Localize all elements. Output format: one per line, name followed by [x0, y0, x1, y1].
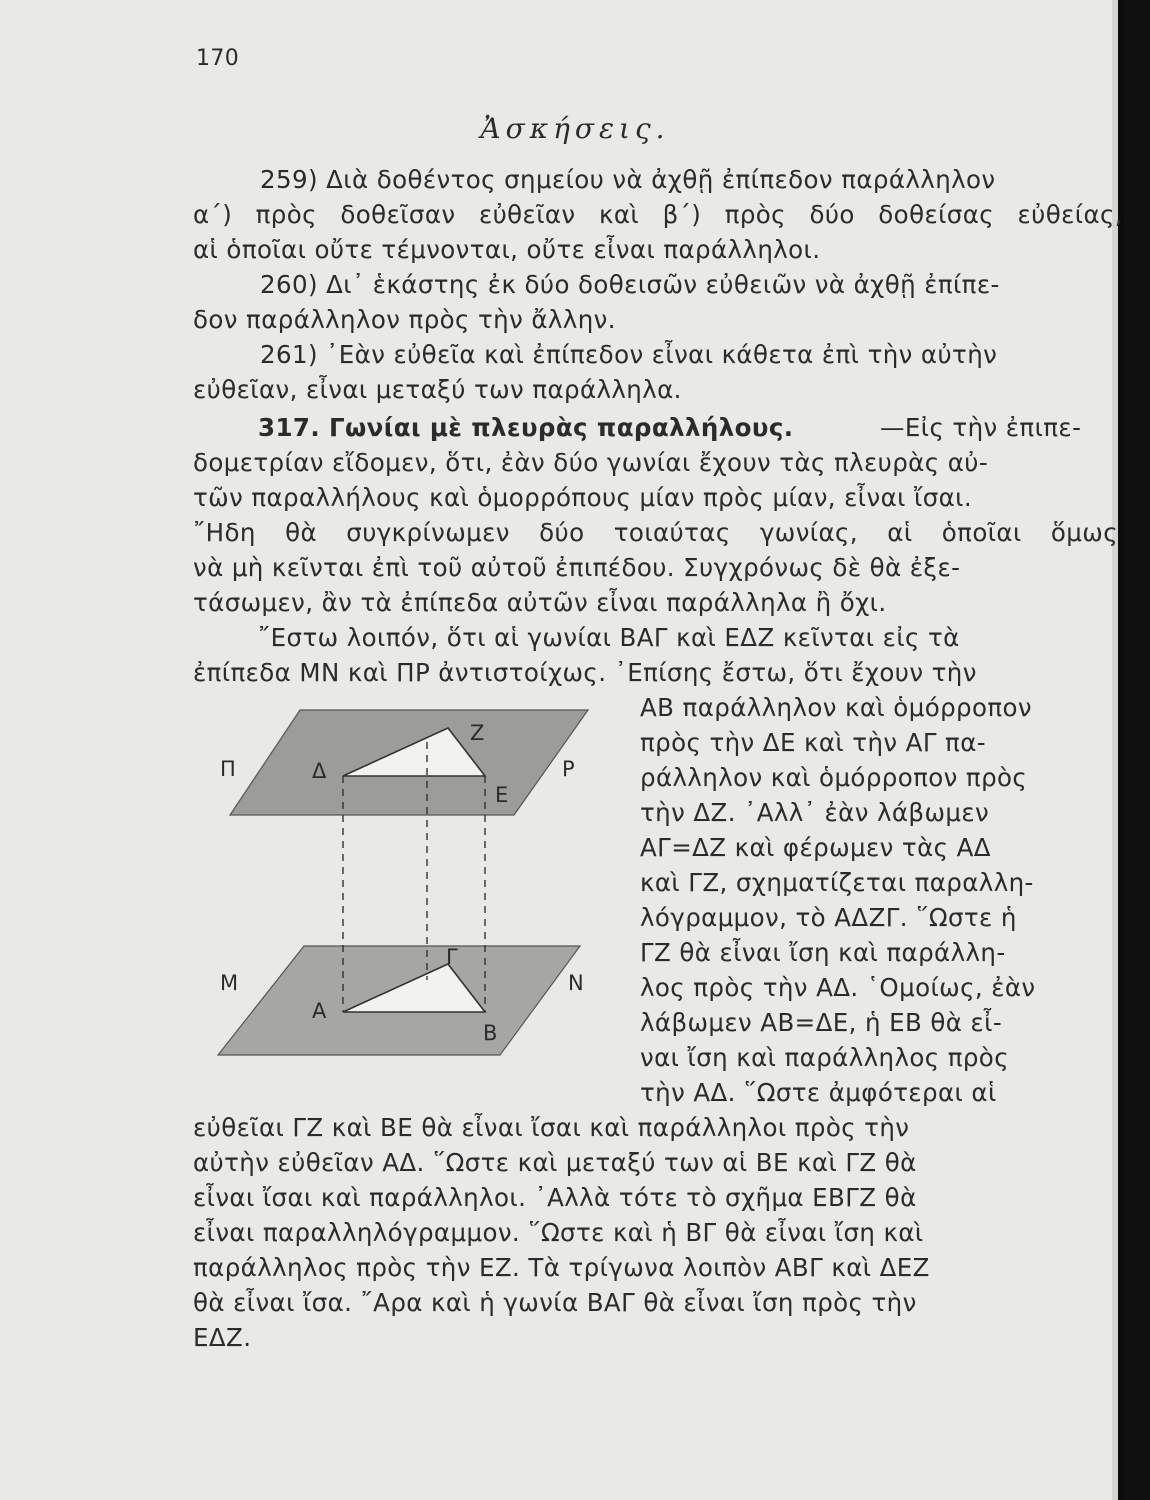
text-line: ΓΖ θὰ εἶναι ἴση καὶ παράλλη- [640, 938, 1006, 967]
text-line: 260) Δι᾽ ἑκάστης ἐκ δύο δοθεισῶν εὐθειῶν νὰ ἀχθῇ ἐπίπε- [260, 270, 1000, 299]
text-line: πρὸς τὴν ΔΕ καὶ τὴν ΑΓ πα- [640, 728, 986, 757]
text-line: εἶναι ἴσαι καὶ παράλληλοι. ᾽Αλλὰ τότε τὸ σχῆμα ΕΒΓΖ θὰ [193, 1183, 917, 1212]
text-line: ράλληλον καὶ ὁμόρροπον πρὸς [640, 763, 1028, 792]
text-line: νὰ μὴ κεῖνται ἐπὶ τοῦ αὐτοῦ ἐπιπέδου. Συγχρόνως δὲ θὰ ἐξε- [193, 553, 961, 582]
text-line: τάσωμεν, ἂν τὰ ἐπίπεδα αὐτῶν εἶναι παράλληλα ἢ ὄχι. [193, 588, 887, 617]
text-line: τὴν ΑΔ. ῞Ωστε ἀμφότεραι αἱ [640, 1078, 997, 1107]
text-line: 261) ᾽Εὰν εὐθεῖα καὶ ἐπίπεδον εἶναι κάθετα ἐπὶ τὴν αὐτὴν [260, 340, 998, 369]
text-line: ῎Ηδη θὰ συγκρίνωμεν δύο τοιαύτας γωνίας, αἱ ὁποῖαι ὅμως [193, 518, 1118, 547]
label-mu: Μ [220, 971, 239, 995]
text-line: εὐθεῖαι ΓΖ καὶ ΒΕ θὰ εἶναι ἴσαι καὶ παράλληλοι πρὸς τὴν [193, 1113, 910, 1142]
label-nu: Ν [568, 971, 584, 995]
text-line: δον παράλληλον πρὸς τὴν ἄλλην. [193, 305, 616, 334]
text-line: τὴν ΔΖ. ᾽Αλλ᾽ ἐὰν λάβωμεν [640, 798, 990, 827]
text-line: αἱ ὁποῖαι οὔτε τέμνονται, οὔτε εἶναι παράλληλοι. [193, 235, 821, 264]
text-line: —Εἰς τὴν ἐπιπε- [880, 413, 1082, 442]
text-line: καὶ ΓΖ, σχηματίζεται παραλλη- [640, 868, 1034, 897]
label-rho: Ρ [562, 757, 575, 781]
text-line: ΑΓ=ΔΖ καὶ φέρωμεν τὰς ΑΔ [640, 833, 991, 862]
text-line: εἶναι παραλληλόγραμμον. ῞Ωστε καὶ ἡ ΒΓ θὰ εἶναι ἴση καὶ [193, 1218, 924, 1247]
label-alpha: Α [312, 999, 327, 1023]
text-line: α΄) πρὸς δοθεῖσαν εὐθεῖαν καὶ β΄) πρὸς δύο δοθείσας εὐθείας, [193, 200, 1123, 229]
text-line: θὰ εἶναι ἴσα. ῎Αρα καὶ ἡ γωνία ΒΑΓ θὰ εἶναι ἴση πρὸς τὴν [193, 1288, 917, 1317]
section-title: 317. Γωνίαι μὲ πλευρὰς παραλλήλους. [258, 413, 794, 442]
text-line: ΑΒ παράλληλον καὶ ὁμόρροπον [640, 693, 1032, 722]
exercises-heading: Ἀσκήσεις. [480, 112, 670, 145]
label-pi: Π [220, 757, 236, 781]
text-line: λάβωμεν ΑΒ=ΔΕ, ἡ ΕΒ θὰ εἶ- [640, 1008, 1003, 1037]
label-gamma: Γ [446, 945, 458, 969]
text-line: 259) Διὰ δοθέντος σημείου νὰ ἀχθῇ ἐπίπεδον παράλληλον [260, 165, 996, 194]
book-spine [1124, 0, 1150, 1500]
text-line: δομετρίαν εἴδομεν, ὅτι, ἐὰν δύο γωνίαι ἔχουν τὰς πλευρὰς αὐ- [193, 448, 989, 477]
parallel-planes-figure [200, 690, 620, 1080]
label-epsilon: Ε [495, 783, 509, 807]
text-line: ἐπίπεδα ΜΝ καὶ ΠΡ ἀντιστοίχως. ᾽Επίσης ἔστω, ὅτι ἔχουν τὴν [193, 658, 977, 687]
page-number: 170 [196, 46, 240, 71]
label-delta: Δ [312, 759, 327, 783]
text-line: εὐθεῖαν, εἶναι μεταξύ των παράλληλα. [193, 375, 682, 404]
text-line: αὐτὴν εὐθεῖαν ΑΔ. ῞Ωστε καὶ μεταξύ των αἱ ΒΕ καὶ ΓΖ θὰ [193, 1148, 917, 1177]
label-zeta: Ζ [470, 721, 485, 745]
text-line: παράλληλος πρὸς τὴν ΕΖ. Τὰ τρίγωνα λοιπὸν ΑΒΓ καὶ ΔΕΖ [193, 1253, 930, 1282]
text-line: τῶν παραλλήλους καὶ ὁμορρόπους μίαν πρὸς μίαν, εἶναι ἴσαι. [193, 483, 973, 512]
text-line: λόγραμμον, τὸ ΑΔΖΓ. ῞Ωστε ἡ [640, 903, 1017, 932]
text-line: ΕΔΖ. [193, 1323, 252, 1352]
text-line: λος πρὸς τὴν ΑΔ. ῾Ομοίως, ἐὰν [640, 973, 1036, 1002]
label-beta: Β [483, 1021, 498, 1045]
text-line: ῎Εστω λοιπόν, ὅτι αἱ γωνίαι ΒΑΓ καὶ ΕΔΖ κεῖνται εἰς τὰ [258, 623, 960, 652]
text-line: ναι ἴση καὶ παράλληλος πρὸς [640, 1043, 1009, 1072]
